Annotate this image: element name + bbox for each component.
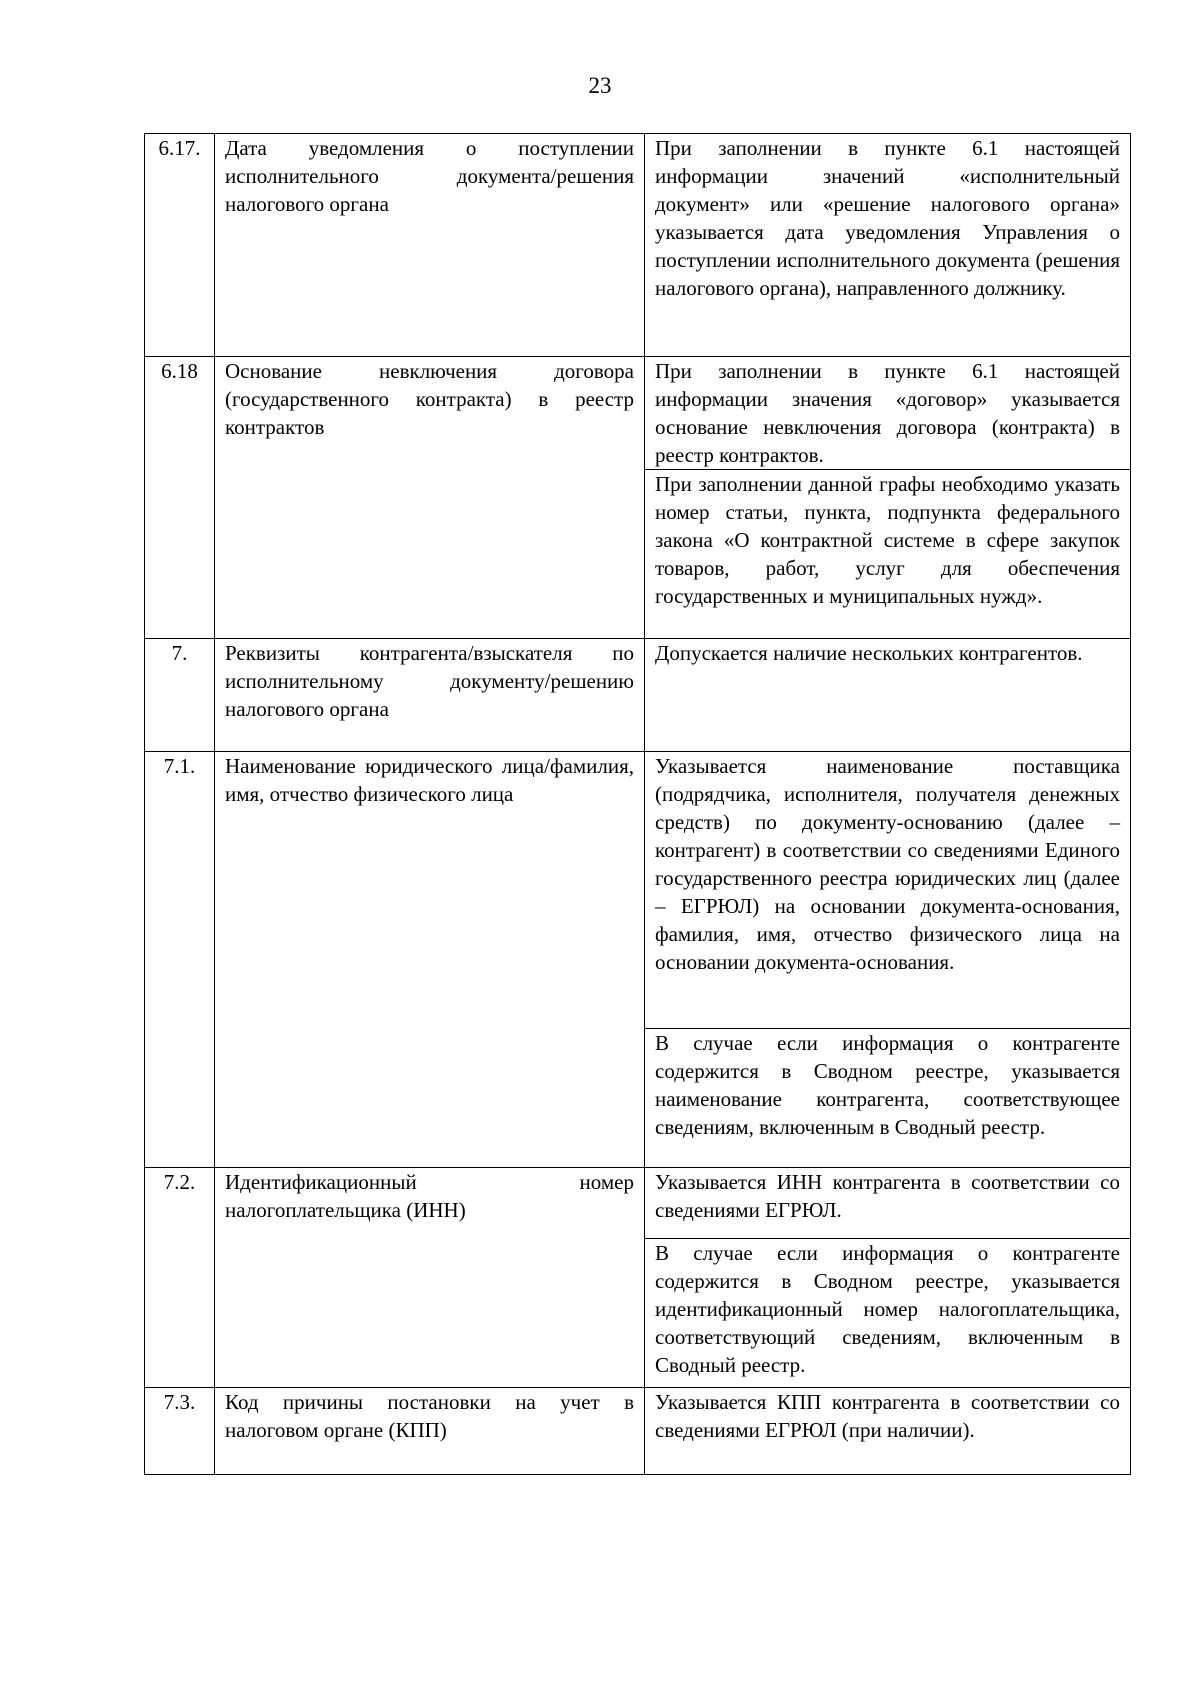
field-description: Допускается наличие нескольких контрагентов. xyxy=(645,639,1131,752)
row-number: 6.17. xyxy=(145,134,215,357)
field-description: При заполнении в пункте 6.1 настоящей информации значения «договор» указывается основание невключения договора (контракта) в реестр контрактов. xyxy=(645,357,1131,470)
row-number: 7.1. xyxy=(145,752,215,1168)
table-row xyxy=(145,752,1131,1029)
table-row xyxy=(145,357,1131,470)
table-row xyxy=(145,134,1131,357)
field-description: В случае если информация о контрагенте содержится в Сводном реестре, указывается идентификационный номер налогоплательщика, соответствующий сведениям, включенным в Сводный реестр. xyxy=(645,1239,1131,1388)
field-name: Дата уведомления о поступлении исполнительного документа/решения налогового органа xyxy=(215,134,645,357)
field-name: Наименование юридического лица/фамилия, имя, отчество физического лица xyxy=(215,752,645,1168)
table-row xyxy=(145,1388,1131,1475)
row-number: 7. xyxy=(145,639,215,752)
row-number: 6.18 xyxy=(145,357,215,639)
field-name: Реквизиты контрагента/взыскателя по исполнительному документу/решению налогового органа xyxy=(215,639,645,752)
requisites-table xyxy=(144,133,1131,1475)
field-name: Идентификационный номер налогоплательщика (ИНН) xyxy=(215,1168,645,1388)
field-name: Код причины постановки на учет в налоговом органе (КПП) xyxy=(215,1388,645,1475)
field-description: При заполнении данной графы необходимо указать номер статьи, пункта, подпункта федерального закона «О контрактной системе в сфере закупок товаров, работ, услуг для обеспечения государственных и муниципальных нужд». xyxy=(645,470,1131,639)
field-description: В случае если информация о контрагенте содержится в Сводном реестре, указывается наименование контрагента, соответствующее сведениям, включенным в Сводный реестр. xyxy=(645,1029,1131,1168)
row-number: 7.3. xyxy=(145,1388,215,1475)
row-number: 7.2. xyxy=(145,1168,215,1388)
field-description: При заполнении в пункте 6.1 настоящей информации значений «исполнительный документ» или «решение налогового органа» указывается дата уведомления Управления о поступлении исполнительного документа (решения налогового органа), направленного должнику. xyxy=(645,134,1131,357)
page-number: 23 xyxy=(588,73,612,98)
field-description: Указывается наименование поставщика (подрядчика, исполнителя, получателя денежных средств) по документу-основанию (далее – контрагент) в соответствии со сведениями Единого государственного реестра юридических лиц (далее – ЕГРЮЛ) на основании документа-основания, фамилия, имя, отчество физического лица на основании документа-основания. xyxy=(645,752,1131,1029)
field-description: Указывается КПП контрагента в соответствии со сведениями ЕГРЮЛ (при наличии). xyxy=(645,1388,1131,1475)
table-row xyxy=(145,1168,1131,1239)
table-row xyxy=(145,639,1131,752)
field-name: Основание невключения договора (государственного контракта) в реестр контрактов xyxy=(215,357,645,639)
field-description: Указывается ИНН контрагента в соответствии со сведениями ЕГРЮЛ. xyxy=(645,1168,1131,1239)
